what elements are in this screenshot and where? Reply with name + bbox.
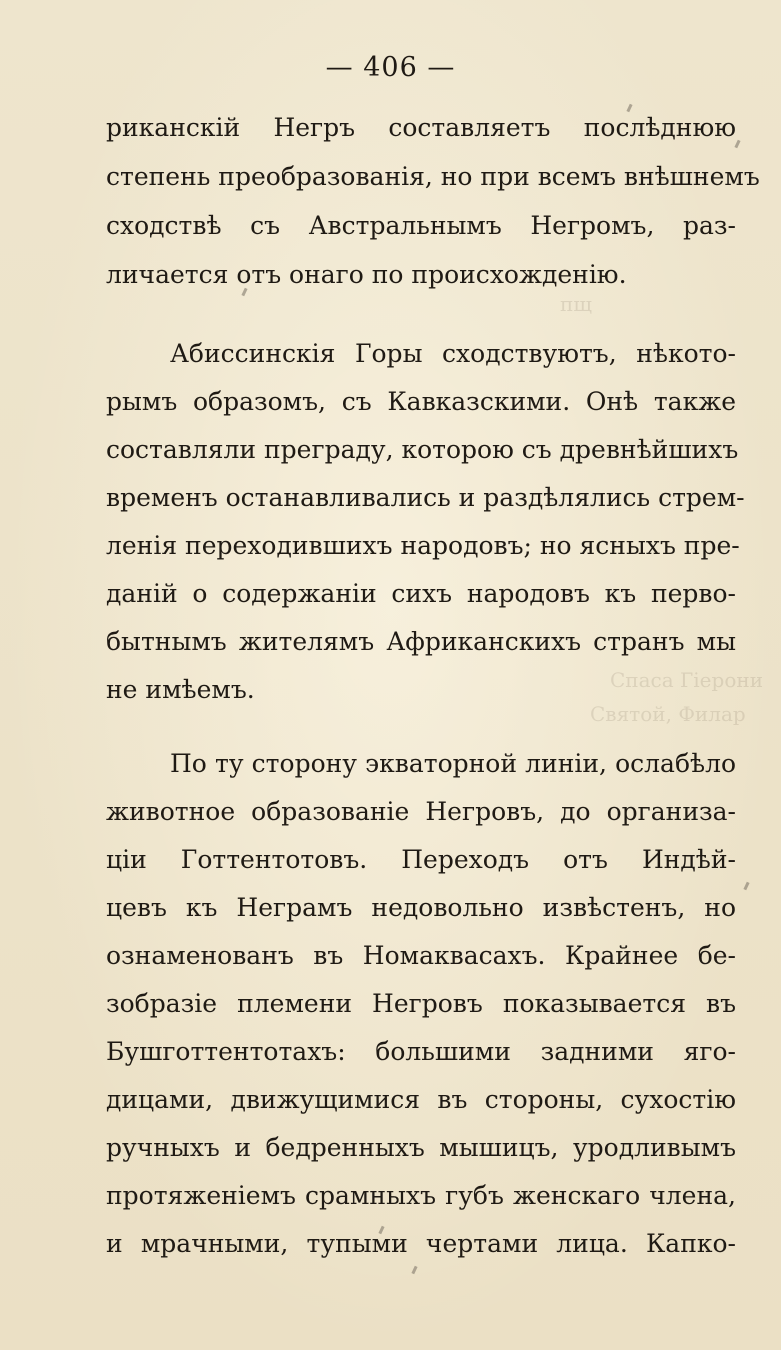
text-line: степень преобразованiя, но при всемъ внѣшнемъ bbox=[106, 162, 760, 191]
ink-speck bbox=[743, 882, 749, 891]
text-line: животное образованiе Негровъ, до организа- bbox=[106, 797, 736, 826]
page-number: — 406 — bbox=[325, 52, 456, 83]
text-line: Бушготтентотахъ: большими задними яго- bbox=[106, 1037, 736, 1066]
text-line: зобразiе племени Негровъ показывается въ bbox=[106, 989, 736, 1018]
bleed-through-text: Спаса Гіерони bbox=[610, 668, 764, 692]
bleed-through-text: пщ bbox=[560, 292, 592, 316]
ink-speck bbox=[411, 1266, 417, 1275]
text-line: и мрачными, тупыми чертами лица. Капко- bbox=[106, 1229, 736, 1258]
text-line: бытнымъ жителямъ Африканскихъ странъ мы bbox=[106, 627, 736, 656]
text-line: данiй о содержанiи сихъ народовъ къ перво- bbox=[106, 579, 736, 608]
text-line: ленiя переходившихъ народовъ; но ясныхъ пре- bbox=[106, 531, 740, 560]
text-line: сходствѣ съ Австральнымъ Негромъ, раз- bbox=[106, 211, 736, 240]
text-line: По ту сторону экваторной линiи, ослабѣло bbox=[170, 749, 736, 778]
text-line: рикaнскiй Негръ составляетъ послѣднюю bbox=[106, 113, 736, 142]
text-line: личается отъ онаго по происхожденiю. bbox=[106, 260, 627, 289]
text-line: протяженiемъ срамныхъ губъ женскаго члена, bbox=[106, 1181, 736, 1210]
text-line: не имѣемъ. bbox=[106, 675, 255, 704]
text-line: цевъ къ Неграмъ недовольно извѣстенъ, но bbox=[106, 893, 736, 922]
text-line: ознаменованъ въ Номаквасахъ. Крайнее бе- bbox=[106, 941, 736, 970]
text-line: цiи Готтентотовъ. Переходъ отъ Индѣй- bbox=[106, 845, 736, 874]
text-line: дицами, движущимися въ стороны, сухостiю bbox=[106, 1085, 736, 1114]
text-line: ручныхъ и бедренныхъ мышицъ, уродливымъ bbox=[106, 1133, 736, 1162]
text-line: рымъ образомъ, съ Кавказскими. Онѣ также bbox=[106, 387, 736, 416]
bleed-through-text: Святой, Филар bbox=[590, 702, 746, 726]
text-line: Абиссинскiя Горы сходствуютъ, нѣкото- bbox=[170, 339, 736, 368]
text-line: составляли преграду, которою съ древнѣйшихъ bbox=[106, 435, 739, 464]
text-line: временъ останавливались и раздѣлялись стрем- bbox=[106, 483, 745, 512]
